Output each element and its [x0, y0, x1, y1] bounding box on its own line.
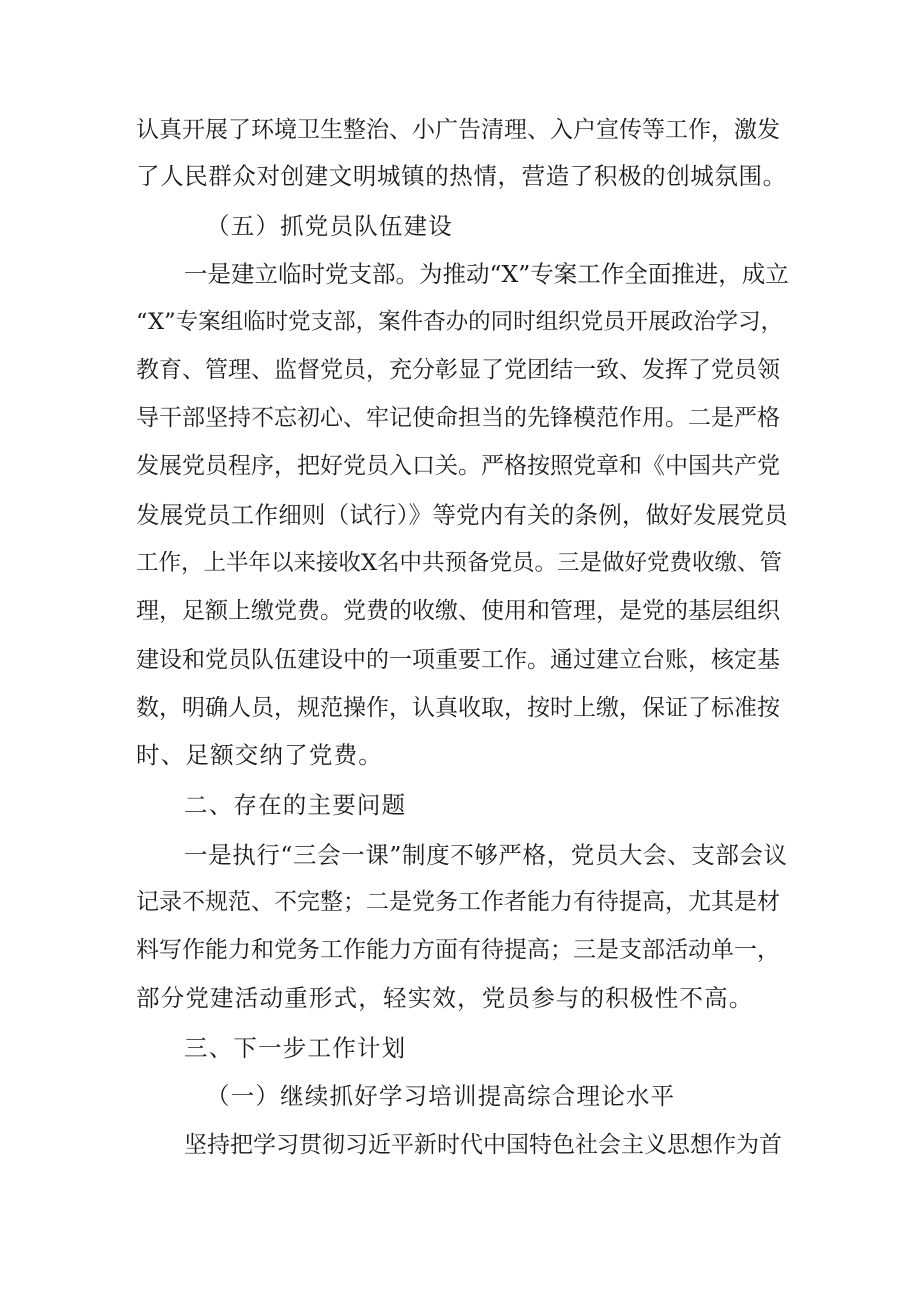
- paragraph-line: 理，足额上缴党费。党费的收缴、使用和管理，是党的基层组织: [136, 598, 780, 624]
- paragraph-line: 认真开展了环境卫生整治、小广告清理、入户宣传等工作，激发: [136, 117, 780, 143]
- paragraph-line: “X”专案组临时党支部，案件杳办的同时组织党员开展政治学习，: [136, 309, 784, 335]
- paragraph-line: 一是建立临时党支部。为推动“X”专案工作全面推进，成立: [184, 260, 789, 288]
- paragraph-line: 坚持把学习贯彻习近平新时代中国特色社会主义思想作为首: [184, 1132, 782, 1158]
- section-heading: 三、下一步工作计划: [184, 1034, 407, 1062]
- paragraph-line: 教育、管理、监督党员，充分彰显了党团结一致、发挥了党员领: [136, 357, 780, 383]
- section-heading: 二、存在的主要问题: [184, 791, 407, 819]
- paragraph-line: 发展党员程序，把好党员入口关。严格按照党章和《中国共产党: [136, 453, 780, 479]
- paragraph-line: 记录不规范、不完整；二是党务工作者能力有待提高，尤其是材: [136, 889, 780, 915]
- paragraph-line: 了人民群众对创建文明城镇的热情，营造了积极的创城氛围。: [136, 162, 787, 190]
- paragraph-line: 时、足额交纳了党费。: [136, 741, 383, 769]
- paragraph-line: 料写作能力和党务工作能力方面有待提高；三是支部活动单一，: [136, 937, 780, 963]
- paragraph-line: 部分党建活动重形式，轻实效，党员参与的积极性不高。: [136, 984, 754, 1012]
- paragraph-line: 数，明确人员，规范操作，认真收取，按时上缴，保证了标准按: [136, 695, 780, 721]
- subsection-heading: （一）继续抓好学习培训提高综合理论水平: [206, 1082, 676, 1110]
- paragraph-line: 工作，上半年以来接收X名中共预备党员。三是做好党费收缴、管: [136, 550, 783, 576]
- section-heading: （五）抓党员队伍建设: [206, 212, 453, 240]
- paragraph-line: 建设和党员队伍建设中的一项重要工作。通过建立台账，核定基: [136, 647, 780, 673]
- paragraph-line: 发展党员工作细则（试行）》等党内有关的条例，做好发展党员: [136, 501, 788, 529]
- paragraph-line: 一是执行“三会一课”制度不够严格，党员大会、支部会议: [184, 841, 788, 869]
- paragraph-line: 导干部坚持不忘初心、牢记使命担当的先锋模范作用。二是严格: [136, 405, 780, 431]
